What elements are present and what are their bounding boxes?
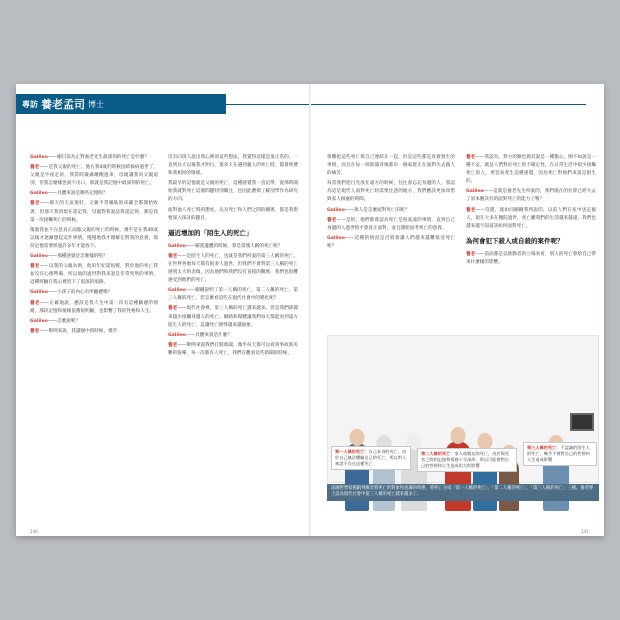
speaker-dash: —— xyxy=(47,155,58,160)
first-person-death-caption: 第一人稱的死亡：自己本身的死亡，由於自己無法體驗自己的死亡，所以對人來說不存在這種死亡 xyxy=(331,446,411,470)
page-gutter xyxy=(309,84,311,536)
paragraph-text: 具體來說是哪些記憶呢？ xyxy=(57,191,108,197)
header-tag: 專訪 xyxy=(22,99,38,109)
speaker-label: 養老 xyxy=(30,300,40,306)
paragraph-text: 很難把這些死亡與自己連結在一起，但是這些都是真實發生的事情，而且在每一則新聞背後都有一個家庭正在面對失去親人的痛苦。 xyxy=(327,155,455,177)
dialogue-paragraph xyxy=(30,154,158,162)
dialogue-paragraph xyxy=(30,253,158,261)
speaker-dash: —— xyxy=(185,243,196,249)
dialogue-paragraph xyxy=(168,180,298,204)
speaker-dash: —— xyxy=(336,217,346,223)
speaker-dash: —— xyxy=(39,201,50,207)
dialogue-paragraph xyxy=(30,328,158,336)
speaker-dash: —— xyxy=(344,207,355,213)
speaker-dash: —— xyxy=(344,235,355,241)
header-role: 博士 xyxy=(88,99,104,109)
dialogue-paragraph xyxy=(168,243,298,251)
dialogue-paragraph xyxy=(327,207,455,215)
dialogue-paragraph xyxy=(30,300,158,316)
speaker-label: 養老 xyxy=(168,342,178,348)
text-column-1 xyxy=(30,154,158,338)
paragraph-text: 正確地說，應該是我人生中第一次有這種顧慮的情緒，那段記憶和情緒依舊很明顯，也影響了我的性格和人生。 xyxy=(30,300,158,314)
speaker-dash: —— xyxy=(39,300,50,306)
paragraph-text: 怎麼說呢？ xyxy=(57,318,81,324)
paragraph-text: 現代社會裡，第三人稱的死亡越來越多，但是我們卻越來越少接觸身邊人的死亡。網路和媒體讓我們每天都能看到遠方陌生人的死亡，這讓死亡變得越來越抽象。 xyxy=(168,306,298,328)
paragraph-text: 每當我們把目光放在遠方的時候，往往會忘記身邊的人，我認為這是現代人面對死亡時需要注意的地方，我們應該更加珍惜與家人相處的時間。 xyxy=(327,181,455,203)
speaker-label: Galileo xyxy=(30,254,48,260)
dialogue-paragraph xyxy=(168,332,298,340)
dialogue-paragraph xyxy=(30,227,158,251)
dialogue-paragraph xyxy=(30,289,158,297)
paragraph-text: 小孩子的內心有所顧慮嗎？ xyxy=(57,290,113,296)
speaker-label: 養老 xyxy=(466,207,476,213)
dialogue-paragraph xyxy=(168,287,298,303)
speaker-dash: —— xyxy=(47,254,58,260)
speaker-label: 養老 xyxy=(168,306,178,312)
text-column-2 xyxy=(168,154,298,360)
paragraph-text: 我認為，對方的臉色與其說是一種擔心，倒不如說是一種不安，就是人們對於死亡的不確定性，在日常生活中很少接觸死亡的人，更容易產生這種感覺，因為死亡對他們來說是陌生的。 xyxy=(466,155,596,185)
speaker-dash: —— xyxy=(483,189,494,195)
speaker-label: 養老 xyxy=(327,217,337,223)
paragraph-text: 舉例來說，我讀國中的時候，幾乎 xyxy=(48,328,118,334)
third-person-death-caption: 第三人稱的死亡：不認識的陌生人的死亡，幾乎不會對自己的性格和人生造成影響 xyxy=(523,442,597,466)
dialogue-paragraph xyxy=(30,318,158,326)
dialogue-paragraph xyxy=(168,342,298,358)
paragraph-text: 面對他人死亡時的態度，以及死亡和人們之間的關係，都是我想要深入探討的題目。 xyxy=(168,207,298,221)
speaker-dash: —— xyxy=(475,155,485,160)
paragraph-text: 這就是養老先生所說的，我們現在的社會已經失去了原本應該有的面對死亡的能力了嗎？ xyxy=(466,189,596,203)
paragraph-text: 前面都是以推動者的立場來看，別人的死亡會給自己帶來什麼樣的影響。 xyxy=(466,251,596,265)
paragraph-text: 沒有向別人說出我心裡的這些想法，我覺得這樣是很正常的，一直到長大以後我才明白，很多人在遇到親人的死亡時，都會經歷和我相同的情緒。 xyxy=(168,155,298,177)
television-icon xyxy=(570,413,594,431)
speaker-dash: —— xyxy=(47,318,58,324)
paragraph-text: 傷逝我並不在意真正面臨父親的死亡的時候，幾乎是在我40歲以後才逐漸想起這件事情，慢慢地我才理解它對我的意義，那份記憶需要經過許多年才能放下。 xyxy=(30,227,158,249)
paragraph-text: 是陌生人的死亡，也就是我們所說的第三人稱的死亡。在世界各地每天都有很多人過世，但我們不會對第三人稱的死亡感到太大的悲傷，因為他們和我們沒有直接的關係，我們也很難感受到他們的死亡。 xyxy=(168,253,298,284)
speaker-label: 養老 xyxy=(466,251,476,257)
section-subheading-2: 為何會犯下殺人或自殺的案件呢？ xyxy=(466,236,564,245)
speaker-dash: —— xyxy=(39,264,49,270)
paragraph-text: 以我的父親為例，他的年紀還很輕，對於他的死亡我並沒有心理準備，所以他的過世對我來說是非常突然的事情，這種經驗在我心裡留下了很深的痕跡。 xyxy=(30,264,158,286)
paragraph-text: 是的，他們都會認為死亡是很遙遠的事情，直到自己身邊的人過世時才會真正面對，並且開始思考死亡的意義。 xyxy=(327,217,455,231)
speaker-dash: —— xyxy=(177,306,187,312)
speaker-dash: —— xyxy=(39,328,49,334)
dialogue-paragraph xyxy=(168,253,298,285)
figure-caption: 法國哲學家楊凱列維奇將死亡的對象和意識的時態，將死亡分成「第一人稱的死亡」、「第二人稱的死亡」、「第三人稱的死亡」三種。養老博士認為現代社會中第三人稱的死亡越來越多了。 xyxy=(327,484,599,501)
speaker-label: Galileo xyxy=(30,318,48,324)
speaker-label: 養老 xyxy=(30,201,40,207)
speaker-dash: —— xyxy=(185,288,196,294)
dialogue-paragraph xyxy=(466,207,596,231)
dialogue-paragraph xyxy=(466,188,596,204)
dialogue-paragraph xyxy=(327,235,455,251)
speaker-dash: —— xyxy=(475,207,485,213)
speaker-label: 養老 xyxy=(30,165,40,171)
speaker-label: Galileo xyxy=(30,191,48,197)
speaker-label: 養老 xyxy=(466,155,476,160)
paragraph-text: 舉例來說我們打開新聞，幾乎每天都可以看到事故與災難的報導，每一次都有人死亡，我們在觀看這些新聞的時候， xyxy=(168,342,298,356)
speaker-dash: —— xyxy=(47,290,58,296)
speaker-label: Galileo xyxy=(168,243,186,249)
text-column-3 xyxy=(327,154,455,334)
speaker-label: Galileo xyxy=(168,288,186,294)
paragraph-text: 這種的情況是否將會讓人們越來越難接受死亡呢？ xyxy=(327,235,455,249)
speaker-label: Galileo xyxy=(327,235,345,241)
speaker-label: Galileo xyxy=(30,290,48,296)
paragraph-text: 那天的天氣很好，父親平常躺臥的床鋪全都開始收著，但那天我到現在還記得，母親對我說話我還記得，那是我第一次接觸死亡的時候。 xyxy=(30,201,158,223)
dialogue-paragraph xyxy=(327,180,455,204)
speaker-label: 養老 xyxy=(168,253,178,259)
paragraph-text: 剛剛說明了第一人稱的死亡、第二人稱的死亡，第三人稱的死亡，您怎麼看這些在現代社會中的變化呢？ xyxy=(168,288,298,302)
speaker-dash: —— xyxy=(177,253,187,259)
paragraph-text: 我最早的記憶就是父親的死亡，這種感覺我一直記得，從那時開始我就對死亡這個問題特別關注，也因此選擇了解剖學作為研究的方向。 xyxy=(168,181,298,203)
speaker-dash: —— xyxy=(177,342,187,348)
dialogue-paragraph xyxy=(168,305,298,329)
paragraph-text: 具體來說是什麼？ xyxy=(195,332,232,338)
speaker-dash: —— xyxy=(475,251,485,257)
speaker-label: Galileo xyxy=(30,155,48,160)
speaker-dash: —— xyxy=(39,165,49,171)
page-number-left: 140 xyxy=(30,529,38,534)
interview-header xyxy=(16,94,226,114)
paragraph-text: 是我父親的死亡。他在我4歲的時候因結核病過世了，父親是半夜走的，我當時嚴肅睡醒過來，母親讓我向父親道別，但我怎麼樣也說不出口，那就是我記憶中最深刻的死亡。 xyxy=(30,165,158,187)
dialogue-paragraph xyxy=(466,154,596,186)
speaker-dash: —— xyxy=(185,332,196,338)
dialogue-paragraph xyxy=(168,154,298,178)
speaker-label: 養老 xyxy=(30,264,40,270)
speaker-label: Galileo xyxy=(466,189,484,195)
paragraph-text: 與人是怎麼面對死亡的呢？ xyxy=(354,207,410,213)
dialogue-paragraph xyxy=(30,164,158,188)
text-column-4 xyxy=(466,154,596,334)
book-spread xyxy=(16,84,604,536)
dialogue-paragraph xyxy=(327,217,455,233)
speaker-label: Galileo xyxy=(168,332,186,338)
dialogue-paragraph xyxy=(30,263,158,287)
dialogue-paragraph xyxy=(30,200,158,224)
header-name: 養老孟司 xyxy=(41,98,85,111)
dialogue-paragraph xyxy=(168,207,298,223)
header-rule xyxy=(226,104,586,105)
paragraph-text: 沒錯，就如同剛剛我所說的，以前人們在家中送走親人，現在大多在醫院過世，死亡離我們的生活越來越遠，我們也越來越不知道該如何面對死亡。 xyxy=(466,207,596,229)
speaker-label: 養老 xyxy=(30,328,40,334)
section-subheading: 逼近增加的「陌生人的死亡」 xyxy=(168,228,253,237)
paragraph-text: 解剖遺體的時候，算是第幾人稱的死亡呢？ xyxy=(195,243,283,249)
dialogue-paragraph xyxy=(30,190,158,198)
speaker-label: Galileo xyxy=(327,207,345,213)
page-number-right: 141 xyxy=(581,529,589,534)
speaker-dash: —— xyxy=(47,191,58,197)
second-person-death-caption: 第二人稱的死亡：家人或親友的死亡，由於與死者之間的記憶和情感十分深厚，所以可能會對自己的性格和人生造成很大的影響 xyxy=(417,448,517,472)
paragraph-text: 剛目前為止對養老先生最深刻的死亡是什麼？ xyxy=(57,155,149,160)
dialogue-paragraph xyxy=(466,251,596,267)
dialogue-paragraph xyxy=(327,154,455,178)
paragraph-text: 那種感覺是怎麼樣的呢？ xyxy=(57,254,108,260)
